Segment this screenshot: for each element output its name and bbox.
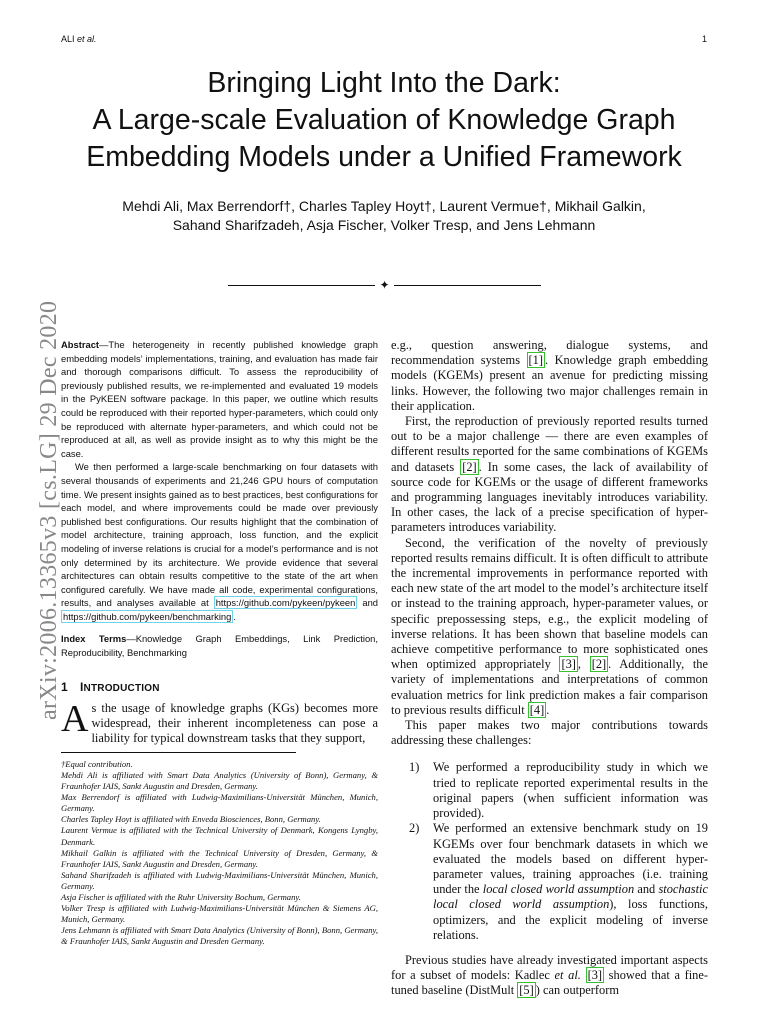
emphasis-text: local closed world assumption	[482, 882, 635, 897]
abstract-end: .	[233, 610, 236, 622]
body-text: .	[546, 702, 550, 717]
abstract-paragraph-2	[61, 460, 378, 623]
list-marker: 1)	[409, 760, 420, 775]
body-paragraph	[391, 414, 708, 536]
citation-link[interactable]: [3]	[587, 968, 603, 983]
body-paragraph	[391, 953, 708, 999]
body-text: . Knowledge graph embedding models (KGEMs) present an avenue for predicting missing links. However, the following two major challenges remain in their application.	[391, 353, 708, 413]
citation-link[interactable]: [3]	[561, 657, 576, 672]
body-text	[581, 968, 586, 982]
footnote-affiliation: Asja Fischer is affiliated with the Ruhr University Bochum, Germany.	[61, 892, 301, 902]
introduction-text: s the usage of knowledge graphs (KGs) becomes more widespread, their inherent incompleteness can pose a liability for typical downstream tasks that they support,	[91, 700, 378, 746]
citation-link[interactable]: [4]	[529, 702, 545, 717]
body-text: Second, the verification of the novelty of previously reported results remains difficult. It is often difficult to attribute the incremental improvements in performance reported with each new state of the art model to the model’s architecture itself or instead to the training approach, hyper-parameter values, or specific prepossessing steps, e.g., the explicit modeling of inverse relations. It has been shown that baseline models can achieve competitive performance to more sophisticated ones when optimized appropriately	[391, 535, 708, 672]
citation-link[interactable]: [2]	[462, 459, 477, 474]
footnotes	[61, 759, 378, 948]
footnote-affiliation: Mikhail Galkin is affiliated with the Technical University of Dresden, Germany, & Fraunhofer IAIS, Sankt Augustin and Dresden, Germany.	[61, 847, 378, 869]
index-terms	[61, 632, 378, 659]
section-title-rest: NTRODUCTION	[83, 682, 160, 694]
author-line-2: Sahand Sharifzadeh, Asja Fischer, Volker Tresp, and Jens Lehmann	[172, 217, 596, 233]
index-terms-text: —Knowledge Graph Embeddings, Link Prediction, Reproducibility, Benchmarking	[61, 633, 378, 659]
right-column	[391, 338, 708, 999]
citation-link[interactable]: [1]	[528, 353, 543, 368]
list-item-text: ), loss functions, optimizers, and the explicit modeling of inverse relations.	[433, 897, 708, 942]
body-text: . In some cases, the lack of availability of source code for KGEMs or the usage of different frameworks and programming languages inevitably introduces variability. In other cases, the lack of a precise specification of hyper-parameters introduces variability.	[391, 459, 708, 535]
arxiv-identifier[interactable]: arXiv:2006.13365v3 [cs.LG] 29 Dec 2020	[36, 300, 62, 720]
list-item-text: We performed an extensive benchmark study on 19 KGEMs over four benchmark datasets in which we evaluated the models based on different hyper-parameter values, training approaches (i.e. training under the	[433, 821, 708, 897]
body-paragraph	[391, 536, 708, 718]
abstract	[61, 338, 378, 623]
left-column	[61, 338, 378, 947]
abstract-label: Abstract	[61, 339, 100, 350]
footnote-affiliation: Charles Tapley Hoyt is affiliated with Enveda Biosciences, Bonn, Germany.	[61, 814, 321, 825]
body-paragraph	[391, 338, 708, 414]
running-head-etal: et al.	[77, 34, 97, 44]
title-divider	[228, 277, 541, 293]
emphasis-text: stochastic local closed world assumption	[433, 882, 708, 912]
title-block	[60, 65, 708, 235]
body-text: First, the reproduction of previously reported results turned out to be a major challenge — there are even examples of different results reported for the same combinations of KGEMs and datasets	[391, 414, 708, 474]
body-text: ,	[577, 657, 590, 672]
contributions-list	[391, 760, 708, 942]
abstract-paragraph-1	[61, 338, 378, 460]
divider-rule-right	[394, 285, 541, 286]
author-line-1: Mehdi Ali, Max Berrendorf†, Charles Tapley Hoyt†, Laurent Vermue†, Mikhail Galkin,	[122, 198, 646, 214]
footnote-affiliation: Volker Tresp is affiliated with Ludwig-Maximilians-Universität München & Siemens AG, Munich, Germany.	[61, 903, 378, 925]
benchmarking-repo-link[interactable]: https://github.com/pykeen/benchmarking	[63, 610, 232, 622]
running-head-author: ALI	[61, 34, 75, 44]
citation-link[interactable]: [5]	[519, 983, 534, 998]
body-text: Previous studies have already investigated important aspects for a subset of models: Kadlec	[391, 952, 708, 983]
section-heading-introduction	[61, 680, 378, 694]
title-line-3: Embedding Models under a Unified Framework	[86, 141, 682, 173]
abstract-text-1: —The heterogeneity in recently published knowledge graph embedding models’ implementations, training, and evaluation has made fair and thorough comparisons difficult. To assess the reproducibility of previously published results, we re-implemented and evaluated 19 models in the PyKEEN software package. In this paper, we outline which results could be reproduced with their reported hyper-parameters, which could only be reproduced with alternate hyper-parameters, and which could not be reproduced at all, as well as provide insight as to why this might be the case.	[61, 339, 378, 459]
footnote-affiliation: Laurent Vermue is affiliated with the Technical University of Denmark, Kongens Lyngby, Denmark.	[61, 825, 378, 847]
divider-diamond-icon: ✦	[379, 278, 390, 292]
body-text: e.g., question answering, dialogue systems, and recommendation systems	[391, 338, 708, 368]
paper-title	[60, 65, 708, 176]
divider-rule-left	[228, 285, 375, 286]
page-number: 1	[701, 34, 707, 44]
author-list	[60, 197, 708, 235]
drop-cap: A	[61, 697, 89, 740]
body-paragraph: This paper makes two major contributions towards addressing these challenges:	[391, 718, 708, 748]
citation-link[interactable]: [2]	[591, 657, 607, 672]
list-item	[391, 760, 708, 821]
list-item	[391, 821, 708, 943]
abstract-and: and	[357, 597, 378, 609]
footnote-affiliation: Sahand Sharifzadeh is affiliated with Ludwig-Maximilians-Universität München, Munich, Germany.	[61, 869, 378, 891]
list-item-text: We performed a reproducibility study in which we tried to replicate reported experimental results in the original papers (when sufficient information was provided).	[433, 760, 708, 821]
introduction-paragraph	[61, 697, 378, 747]
footnote-affiliation: Mehdi Ali is affiliated with Smart Data Analytics (University of Bonn), Germany, & Fraunhofer IAIS, Sankt Augustin and Dresden, Germany.	[61, 769, 378, 792]
index-terms-label: Index Terms	[61, 633, 127, 645]
running-head	[61, 34, 97, 44]
section-title-initial: I	[80, 679, 84, 694]
footnote-affiliation: Max Berrendorf is affiliated with Ludwig-Maximilians-Universität München, Munich, Germany.	[61, 792, 378, 814]
body-text: ) can outperform	[535, 983, 620, 998]
title-line-2: A Large-scale Evaluation of Knowledge Graph	[92, 104, 676, 136]
emphasis-text: et al.	[554, 968, 581, 983]
section-number: 1	[61, 679, 68, 694]
body-text: . Additionally, the variety of implementations and interpretations of common evaluation metrics for link prediction makes a fair comparison to previous results difficult	[391, 657, 708, 717]
footnote-affiliation: Jens Lehmann is affiliated with Smart Data Analytics (University of Bonn), Bonn, Germany, & Fraunhofer IAIS, Sankt Augustin and Dresden Germany.	[61, 925, 378, 947]
list-marker: 2)	[409, 821, 420, 836]
pykeen-repo-link[interactable]: https://github.com/pykeen/pykeen	[215, 597, 356, 609]
abstract-text-2: We then performed a large-scale benchmarking on four datasets with several thousands of experiments and 21,246 GPU hours of computation time. We present insights gained as to best practices, best configurations for each model, and where improvements could be made over previously published best configurations. Our results highlight that the combination of model architecture, training approach, loss function, and the explicit modeling of inverse relations is crucial for a model’s performance and is not only determined by its architecture. We provide evidence that several architectures can obtain results competitive to the state of the art when configured carefully. We have made all code, experimental configurations, results, and analyses available at	[61, 461, 378, 609]
footnote-rule	[61, 752, 296, 753]
body-text: showed that a fine-tuned baseline (DistMult	[391, 968, 708, 998]
title-line-1: Bringing Light Into the Dark:	[207, 67, 561, 99]
index-terms-paragraph	[61, 632, 378, 659]
footnote-equal-contribution: †Equal contribution.	[61, 758, 133, 769]
list-item-text: and	[634, 882, 659, 897]
